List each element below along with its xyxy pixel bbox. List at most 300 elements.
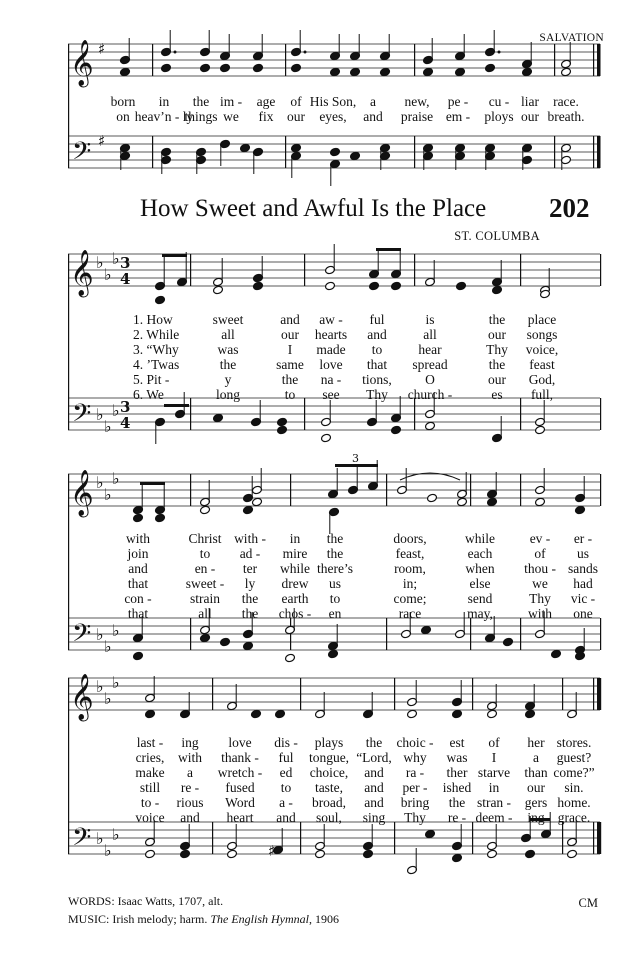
lyric-syllable: to - bbox=[140, 795, 160, 810]
lyric-syllable: with bbox=[177, 750, 203, 765]
lyric-syllable: songs bbox=[526, 327, 558, 342]
lyric-syllable: than bbox=[524, 765, 548, 780]
lyric-syllable: tongue, bbox=[308, 750, 350, 765]
lyric-syllable: her bbox=[527, 735, 545, 750]
lyric-syllable: to bbox=[280, 780, 292, 795]
lyric-syllable: we bbox=[223, 109, 239, 124]
dot bbox=[498, 51, 501, 54]
note-head bbox=[456, 281, 467, 291]
lyric-line bbox=[0, 561, 640, 576]
lyric-syllable: with - bbox=[234, 531, 266, 546]
lyric-syllable: race. bbox=[553, 94, 579, 109]
lyric-line bbox=[0, 765, 640, 780]
lyric-syllable: vic - bbox=[570, 591, 596, 606]
lyric-syllable: to bbox=[329, 591, 341, 606]
barline bbox=[300, 678, 301, 710]
barline bbox=[470, 618, 471, 650]
lyric-syllable: ter bbox=[242, 561, 258, 576]
lyric-syllable: that bbox=[127, 606, 149, 621]
lyric-syllable: stran - bbox=[476, 795, 512, 810]
lyric-syllable: a - bbox=[279, 795, 293, 810]
lyric-syllable: and bbox=[128, 561, 148, 576]
lyric-syllable: breath. bbox=[547, 109, 585, 124]
lyric-line bbox=[0, 810, 640, 825]
treble-clef-icon: 𝄞 bbox=[70, 470, 94, 516]
lyric-syllable: make bbox=[135, 765, 165, 780]
lyric-syllable: ing bbox=[181, 735, 199, 750]
beam bbox=[376, 248, 401, 251]
flat-icon: ♭ bbox=[104, 841, 112, 860]
note-head bbox=[240, 143, 251, 153]
note-head bbox=[291, 143, 302, 153]
lyric-syllable: ful bbox=[278, 750, 294, 765]
lyric-syllable: all bbox=[198, 606, 212, 621]
lyric-syllable: 2. While bbox=[133, 327, 180, 342]
barline bbox=[593, 136, 594, 168]
lyric-syllable: em - bbox=[445, 109, 471, 124]
lyric-line bbox=[0, 531, 640, 546]
lyric-syllable: the bbox=[192, 94, 210, 109]
lyric-syllable: Christ bbox=[188, 531, 222, 546]
flat-icon: ♭ bbox=[96, 829, 104, 848]
lyric-syllable: send bbox=[467, 591, 493, 606]
lyric-syllable: of bbox=[290, 94, 302, 109]
note-head bbox=[535, 497, 546, 507]
note-head bbox=[243, 641, 254, 651]
lyric-syllable: strain bbox=[190, 591, 220, 606]
lyric-syllable: our bbox=[527, 780, 545, 795]
note-head bbox=[180, 849, 191, 859]
lyric-syllable: pe - bbox=[447, 94, 469, 109]
note-head bbox=[200, 633, 211, 643]
barline bbox=[394, 678, 395, 710]
lyric-syllable: that bbox=[366, 357, 388, 372]
lyric-syllable: feast, bbox=[395, 546, 425, 561]
barline bbox=[190, 398, 191, 430]
barline bbox=[190, 254, 191, 286]
lyric-syllable: and bbox=[276, 810, 296, 825]
barline bbox=[300, 822, 301, 854]
lyric-syllable: aw - bbox=[319, 312, 343, 327]
lyric-syllable: deem - bbox=[475, 810, 513, 825]
lyric-syllable: our bbox=[488, 372, 506, 387]
lyric-syllable: was bbox=[217, 342, 239, 357]
lyric-syllable: eyes, bbox=[319, 109, 347, 124]
lyric-syllable: love bbox=[319, 357, 343, 372]
lyric-syllable: the bbox=[365, 735, 383, 750]
barline bbox=[520, 254, 521, 286]
lyric-syllable: sands bbox=[568, 561, 598, 576]
note-head bbox=[325, 281, 336, 291]
lyric-syllable: ploys bbox=[484, 109, 514, 124]
lyric-syllable: guest? bbox=[556, 750, 592, 765]
lyric-syllable: praise bbox=[400, 109, 434, 124]
barline bbox=[304, 254, 305, 286]
lyric-syllable: and bbox=[364, 780, 384, 795]
lyric-syllable: may, bbox=[467, 606, 493, 621]
lyric-syllable: y bbox=[224, 372, 232, 387]
barline bbox=[593, 678, 594, 710]
lyric-line bbox=[0, 606, 640, 621]
barline bbox=[520, 474, 521, 506]
time-signature-top: 3 bbox=[120, 398, 131, 416]
note-head bbox=[485, 63, 496, 73]
note-head bbox=[391, 281, 402, 291]
note-head bbox=[253, 281, 264, 291]
lyric-syllable: in; bbox=[402, 576, 418, 591]
lyric-syllable: all bbox=[221, 327, 235, 342]
flat-icon: ♭ bbox=[96, 405, 104, 424]
lyric-syllable: and bbox=[180, 810, 200, 825]
lyric-syllable: fused bbox=[225, 780, 255, 795]
barline bbox=[285, 136, 286, 168]
flat-icon: ♭ bbox=[104, 417, 112, 436]
lyric-syllable: see bbox=[322, 387, 340, 402]
barline bbox=[600, 474, 601, 506]
sharp-icon: ♯ bbox=[98, 40, 106, 58]
note-head bbox=[561, 67, 572, 77]
note-head bbox=[200, 63, 211, 73]
barline bbox=[600, 398, 601, 430]
note-head bbox=[575, 505, 586, 515]
triplet-number: 3 bbox=[352, 452, 359, 465]
note-head bbox=[350, 67, 361, 77]
lyric-syllable: starve bbox=[477, 765, 511, 780]
barline bbox=[386, 618, 387, 650]
lyric-syllable: ther bbox=[446, 765, 468, 780]
barline bbox=[190, 474, 191, 506]
note-head bbox=[380, 67, 391, 77]
lyric-syllable: cu - bbox=[488, 94, 510, 109]
flat-icon: ♭ bbox=[96, 625, 104, 644]
lyric-syllable: hear bbox=[418, 342, 442, 357]
hymn-title: How Sweet and Awful Is the Place bbox=[140, 195, 487, 222]
note-head bbox=[487, 849, 498, 859]
note-head bbox=[145, 709, 156, 719]
note-head bbox=[133, 513, 144, 523]
note-head bbox=[251, 709, 262, 719]
note-head bbox=[330, 147, 341, 157]
barline bbox=[562, 822, 563, 854]
flat-icon: ♭ bbox=[104, 485, 112, 504]
lyric-syllable: had bbox=[573, 576, 593, 591]
lyric-syllable: sweet - bbox=[185, 576, 225, 591]
lyric-syllable: choic - bbox=[396, 735, 434, 750]
note-head bbox=[427, 493, 438, 503]
lyric-line bbox=[0, 94, 640, 109]
lyric-line bbox=[0, 327, 640, 342]
lyric-syllable: new, bbox=[404, 94, 430, 109]
barline bbox=[212, 822, 213, 854]
note-head bbox=[277, 425, 288, 435]
lyric-syllable: and bbox=[364, 765, 384, 780]
lyric-syllable: in bbox=[289, 531, 301, 546]
treble-clef-icon: 𝄞 bbox=[70, 250, 94, 296]
lyric-syllable: love bbox=[228, 735, 252, 750]
note-head bbox=[155, 513, 166, 523]
note-head bbox=[213, 285, 224, 295]
note-head bbox=[291, 63, 302, 73]
lyric-syllable: when bbox=[465, 561, 495, 576]
lyric-syllable: with bbox=[527, 606, 553, 621]
lyric-syllable: heart bbox=[226, 810, 254, 825]
note-head bbox=[328, 649, 339, 659]
note-head bbox=[452, 853, 463, 863]
barline bbox=[600, 254, 601, 286]
treble-clef-icon: 𝄞 bbox=[70, 40, 94, 86]
lyric-syllable: es bbox=[491, 387, 503, 402]
lyric-syllable: dis - bbox=[274, 735, 298, 750]
barline bbox=[386, 474, 387, 506]
barline bbox=[290, 474, 291, 506]
lyric-syllable: ev - bbox=[529, 531, 551, 546]
barline bbox=[414, 398, 415, 430]
lyric-syllable: with bbox=[125, 531, 151, 546]
lyric-syllable: Thy bbox=[404, 810, 426, 825]
lyric-syllable: ed bbox=[279, 765, 293, 780]
tune-name: ST. COLUMBA bbox=[454, 229, 540, 243]
lyric-syllable: I bbox=[287, 342, 293, 357]
music-credit-prefix: MUSIC: Irish melody; harm. bbox=[68, 912, 211, 926]
beam bbox=[140, 482, 165, 485]
lyric-syllable: age bbox=[256, 94, 276, 109]
lyric-syllable: wretch - bbox=[217, 765, 263, 780]
lyric-syllable: heav’n - ly bbox=[134, 109, 194, 124]
lyric-syllable: tions, bbox=[362, 372, 392, 387]
lyric-syllable: feast bbox=[529, 357, 555, 372]
music-credit bbox=[68, 912, 339, 927]
note-head bbox=[525, 849, 536, 859]
lyric-syllable: na - bbox=[320, 372, 342, 387]
barline bbox=[414, 254, 415, 286]
lyric-syllable: per - bbox=[402, 780, 428, 795]
lyric-syllable: still bbox=[139, 780, 161, 795]
beam bbox=[164, 404, 189, 407]
lyric-line bbox=[0, 795, 640, 810]
note-head bbox=[155, 295, 166, 305]
lyric-syllable: place bbox=[527, 312, 557, 327]
note-head bbox=[522, 67, 533, 77]
flat-icon: ♭ bbox=[96, 253, 104, 272]
sharp-icon: ♯ bbox=[268, 842, 276, 860]
lyric-syllable: our bbox=[281, 327, 299, 342]
lyric-syllable: broad, bbox=[311, 795, 347, 810]
note-head bbox=[452, 709, 463, 719]
lyric-syllable: and bbox=[280, 312, 300, 327]
time-signature-top: 3 bbox=[120, 254, 131, 272]
lyric-syllable: each bbox=[467, 546, 493, 561]
lyric-syllable: ad - bbox=[239, 546, 261, 561]
lyric-syllable: voice, bbox=[525, 342, 559, 357]
lyric-syllable: choice, bbox=[309, 765, 349, 780]
barline bbox=[597, 822, 601, 854]
lyric-syllable: 1. How bbox=[133, 312, 173, 327]
lyric-syllable: His Son, bbox=[309, 94, 357, 109]
lyric-syllable: im - bbox=[219, 94, 243, 109]
lyric-syllable: a bbox=[187, 765, 193, 780]
lyric-syllable: the bbox=[241, 591, 259, 606]
flat-icon: ♭ bbox=[112, 621, 120, 640]
lyric-syllable: same bbox=[276, 357, 304, 372]
lyric-syllable: Thy bbox=[529, 591, 551, 606]
lyric-syllable: made bbox=[316, 342, 346, 357]
lyric-syllable: soul, bbox=[316, 810, 342, 825]
lyric-line bbox=[0, 109, 640, 124]
note-head bbox=[423, 67, 434, 77]
lyric-syllable: 6. We bbox=[133, 387, 164, 402]
lyric-syllable: thank - bbox=[221, 750, 259, 765]
barline bbox=[593, 822, 594, 854]
lyric-syllable: born bbox=[110, 94, 136, 109]
lyric-syllable: I bbox=[491, 750, 497, 765]
lyric-syllable: our bbox=[488, 327, 506, 342]
beam bbox=[162, 254, 187, 257]
lyric-syllable: there’s bbox=[317, 561, 353, 576]
note-head bbox=[535, 425, 546, 435]
lyric-syllable: bring bbox=[400, 795, 430, 810]
lyric-syllable: all bbox=[423, 327, 437, 342]
lyric-syllable: chos - bbox=[278, 606, 312, 621]
barline bbox=[597, 678, 601, 710]
note-head bbox=[161, 63, 172, 73]
note-head bbox=[457, 497, 468, 507]
barline bbox=[394, 822, 395, 854]
lyric-syllable: our bbox=[287, 109, 305, 124]
lyric-syllable: to bbox=[371, 342, 383, 357]
lyric-syllable: en - bbox=[194, 561, 216, 576]
lyric-line bbox=[0, 576, 640, 591]
note-head bbox=[315, 849, 326, 859]
lyric-line bbox=[0, 591, 640, 606]
barline bbox=[554, 44, 555, 76]
lyric-syllable: O bbox=[425, 372, 435, 387]
lyric-line bbox=[0, 372, 640, 387]
lyric-line bbox=[0, 780, 640, 795]
lyric-syllable: con - bbox=[124, 591, 152, 606]
music-credit-year: , 1906 bbox=[309, 912, 339, 926]
note-head bbox=[275, 709, 286, 719]
barline bbox=[414, 136, 415, 168]
lyric-syllable: last - bbox=[136, 735, 164, 750]
note-head bbox=[220, 63, 231, 73]
lyric-syllable: full, bbox=[530, 387, 554, 402]
note-head bbox=[391, 425, 402, 435]
lyric-syllable: ing bbox=[527, 810, 545, 825]
barline bbox=[472, 822, 473, 854]
bass-clef-icon: 𝄢 bbox=[72, 399, 92, 434]
barline bbox=[600, 618, 601, 650]
lyric-syllable: a bbox=[370, 94, 376, 109]
note-head bbox=[425, 829, 436, 839]
bass-clef-icon: 𝄢 bbox=[72, 823, 92, 858]
lyric-syllable: that bbox=[127, 576, 149, 591]
time-signature-bottom: 4 bbox=[120, 414, 131, 432]
lyric-line bbox=[0, 312, 640, 327]
note-head bbox=[220, 637, 231, 647]
lyric-syllable: est bbox=[449, 735, 465, 750]
barline bbox=[190, 618, 191, 650]
lyric-syllable: church - bbox=[407, 387, 453, 402]
lyric-syllable: things bbox=[184, 109, 218, 124]
note-head bbox=[350, 151, 361, 161]
dot bbox=[304, 51, 307, 54]
lyric-syllable: room, bbox=[394, 561, 426, 576]
lyric-syllable: Thy bbox=[486, 342, 508, 357]
barline bbox=[520, 398, 521, 430]
note-head bbox=[243, 505, 254, 515]
bass-clef-icon: 𝄢 bbox=[72, 137, 92, 172]
lyric-syllable: plays bbox=[314, 735, 344, 750]
lyric-syllable: on bbox=[116, 109, 130, 124]
lyric-syllable: we bbox=[532, 576, 548, 591]
flat-icon: ♭ bbox=[104, 265, 112, 284]
lyric-syllable: us bbox=[328, 576, 342, 591]
note-head bbox=[253, 63, 264, 73]
lyric-syllable: come?” bbox=[553, 765, 595, 780]
lyric-syllable: ful bbox=[369, 312, 385, 327]
lyric-syllable: sing bbox=[362, 810, 386, 825]
lyric-syllable: one bbox=[573, 606, 593, 621]
barline bbox=[470, 474, 471, 506]
lyric-syllable: thou - bbox=[524, 561, 556, 576]
lyric-syllable: long bbox=[215, 387, 241, 402]
lyric-syllable: stores. bbox=[556, 735, 592, 750]
treble-clef-icon: 𝄞 bbox=[70, 674, 94, 720]
lyric-syllable: spread bbox=[412, 357, 448, 372]
lyric-syllable: sweet bbox=[212, 312, 244, 327]
lyric-syllable: 4. ’Twas bbox=[133, 357, 180, 372]
note-head bbox=[369, 281, 380, 291]
lyric-syllable: ly bbox=[244, 576, 256, 591]
sharp-icon: ♯ bbox=[98, 132, 106, 150]
lyric-syllable: re - bbox=[447, 810, 467, 825]
lyric-syllable: liar bbox=[521, 94, 539, 109]
lyric-syllable: home. bbox=[557, 795, 591, 810]
note-head bbox=[487, 497, 498, 507]
flat-icon: ♭ bbox=[112, 469, 120, 488]
lyric-syllable: rious bbox=[176, 795, 204, 810]
lyric-syllable: else bbox=[469, 576, 491, 591]
flat-icon: ♭ bbox=[112, 249, 120, 268]
barline bbox=[562, 678, 563, 710]
lyric-syllable: of bbox=[534, 546, 546, 561]
lyric-syllable: the bbox=[488, 312, 506, 327]
lyric-syllable: while bbox=[280, 561, 310, 576]
lyric-syllable: the bbox=[241, 606, 259, 621]
lyric-syllable: the bbox=[281, 372, 299, 387]
note-head bbox=[120, 67, 131, 77]
lyric-syllable: the bbox=[488, 357, 506, 372]
flat-icon: ♭ bbox=[104, 637, 112, 656]
lyric-syllable: cries, bbox=[135, 750, 165, 765]
lyric-syllable: 3. “Why bbox=[133, 342, 179, 357]
note-head bbox=[525, 709, 536, 719]
lyric-syllable: hearts bbox=[314, 327, 348, 342]
lyric-line bbox=[0, 546, 640, 561]
lyric-syllable: the bbox=[448, 795, 466, 810]
lyric-syllable: the bbox=[219, 357, 237, 372]
lyric-syllable: grace. bbox=[557, 810, 591, 825]
lyric-syllable: 5. Pit - bbox=[133, 372, 170, 387]
lyric-syllable: mire bbox=[282, 546, 308, 561]
lyric-syllable: the bbox=[326, 546, 344, 561]
lyric-syllable: race bbox=[398, 606, 422, 621]
words-credit: WORDS: Isaac Watts, 1707, alt. bbox=[68, 894, 224, 908]
note-head bbox=[227, 849, 238, 859]
lyric-syllable: taste, bbox=[314, 780, 344, 795]
lyric-line bbox=[0, 750, 640, 765]
lyric-syllable: and bbox=[367, 327, 387, 342]
